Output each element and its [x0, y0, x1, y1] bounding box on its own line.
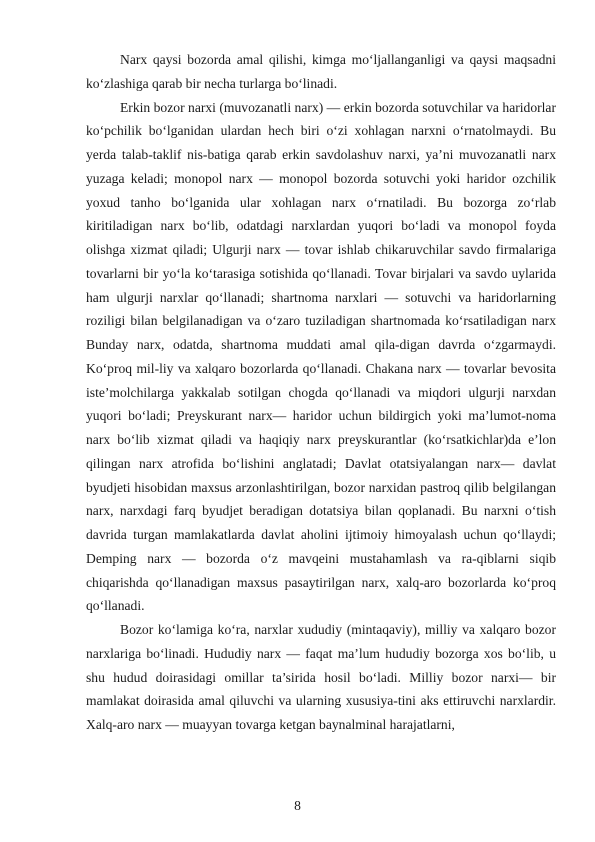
paragraph-price-types-intro: Narx qaysi bozorda amal qilishi, kimga mo‘ljallanganligi va qaysi maqsadni ko‘zlashiga qarab bir necha turlarga bo‘linadi.	[86, 52, 556, 91]
document-page	[86, 48, 556, 737]
paragraph-free-market-price: Erkin bozor narxi (muvozanatli narx) — erkin bozorda sotuvchilar va haridorlar ko‘pchilik bo‘lganidan ulardan hech biri o‘zi xohlagan narxni o‘rnatolmaydi. Bu yerda talab-taklif nis-batiga qarab erkin savdolashuv narxi, ya’ni muvozanatli narx yuzaga keladi; monopol narx — monopol bozorda sotuvchi yoki haridor ozchilik yoxud tanho bo‘lganida ular xohlagan narx o‘rnatiladi. Bu bozorga zo‘rlab kiritiladigan narx bo‘lib, odatdagi narxlardan yuqori bo‘ladi va monopol foyda olishga xizmat qiladi; Ulgurji narx — tovar ishlab chikaruvchilar savdo firmalariga tovarlarni bir yo‘la ko‘tarasiga sotishida qo‘llanadi. Tovar birjalari va savdo uylarida ham ulgurji narxlar qo‘llanadi; shartnoma narxlari — sotuvchi va haridorlarning roziligi bilan belgilanadigan va o‘zaro tuziladigan shartnomada ko‘rsatiladigan narx Bunday narx, odatda, shartnoma muddati amal qila-digan davrda o‘zgarmaydi. Ko‘proq mil-liy va xalqaro bozorlarda qo‘llanadi. Chakana narx — tovarlar bevosita iste’molchilarga yakkalab sotilgan chogda qo‘llanadi va miqdori ulgurji narxdan yuqori bo‘ladi; Preyskurant narx— haridor uchun bildirgich yoki ma’lumot-noma narx bo‘lib xizmat qiladi va haqiqiy narx preyskurantlar (ko‘rsatkichlar)da e’lon qilingan narx atrofida bo‘lishini anglatadi; Davlat otatsiyalangan narx— davlat byudjeti hisobidan maxsus arzonlashtirilgan, bozor narxidan pastroq qilib belgilangan narx, narxdagi farq byudjet beradigan dotatsiya bilan qoplanadi. Bu narxni o‘tish davrida turgan mamlakatlarda davlat aholini ijtimoiy himoyalash uchun qo‘llaydi; Demping narx — bozorda o‘z mavqeini mustahamlash va ra-qiblarni siqib chiqarishda qo‘llanadigan maxsus pasaytirilgan narx, xalq-aro bozorlarda ko‘proq qo‘llanadi.	[86, 99, 556, 614]
paragraph-market-scale-prices: Bozor ko‘lamiga ko‘ra, narxlar xududiy (mintaqaviy), milliy va xalqaro bozor narxlariga bo‘linadi. Hududiy narx — faqat ma’lum hududiy bozorga xos bo‘lib, u shu hudud doirasidagi omillar ta’sirida hosil bo‘ladi. Milliy bozor narxi— bir mamlakat doirasida amal qiluvchi va ularning xususiya-tini aks ettiruvchi narxlardir. Xalq-aro narx — muayyan tovarga ketgan baynalminal harajatlarni,	[86, 622, 556, 732]
page-number: 8	[294, 798, 301, 813]
